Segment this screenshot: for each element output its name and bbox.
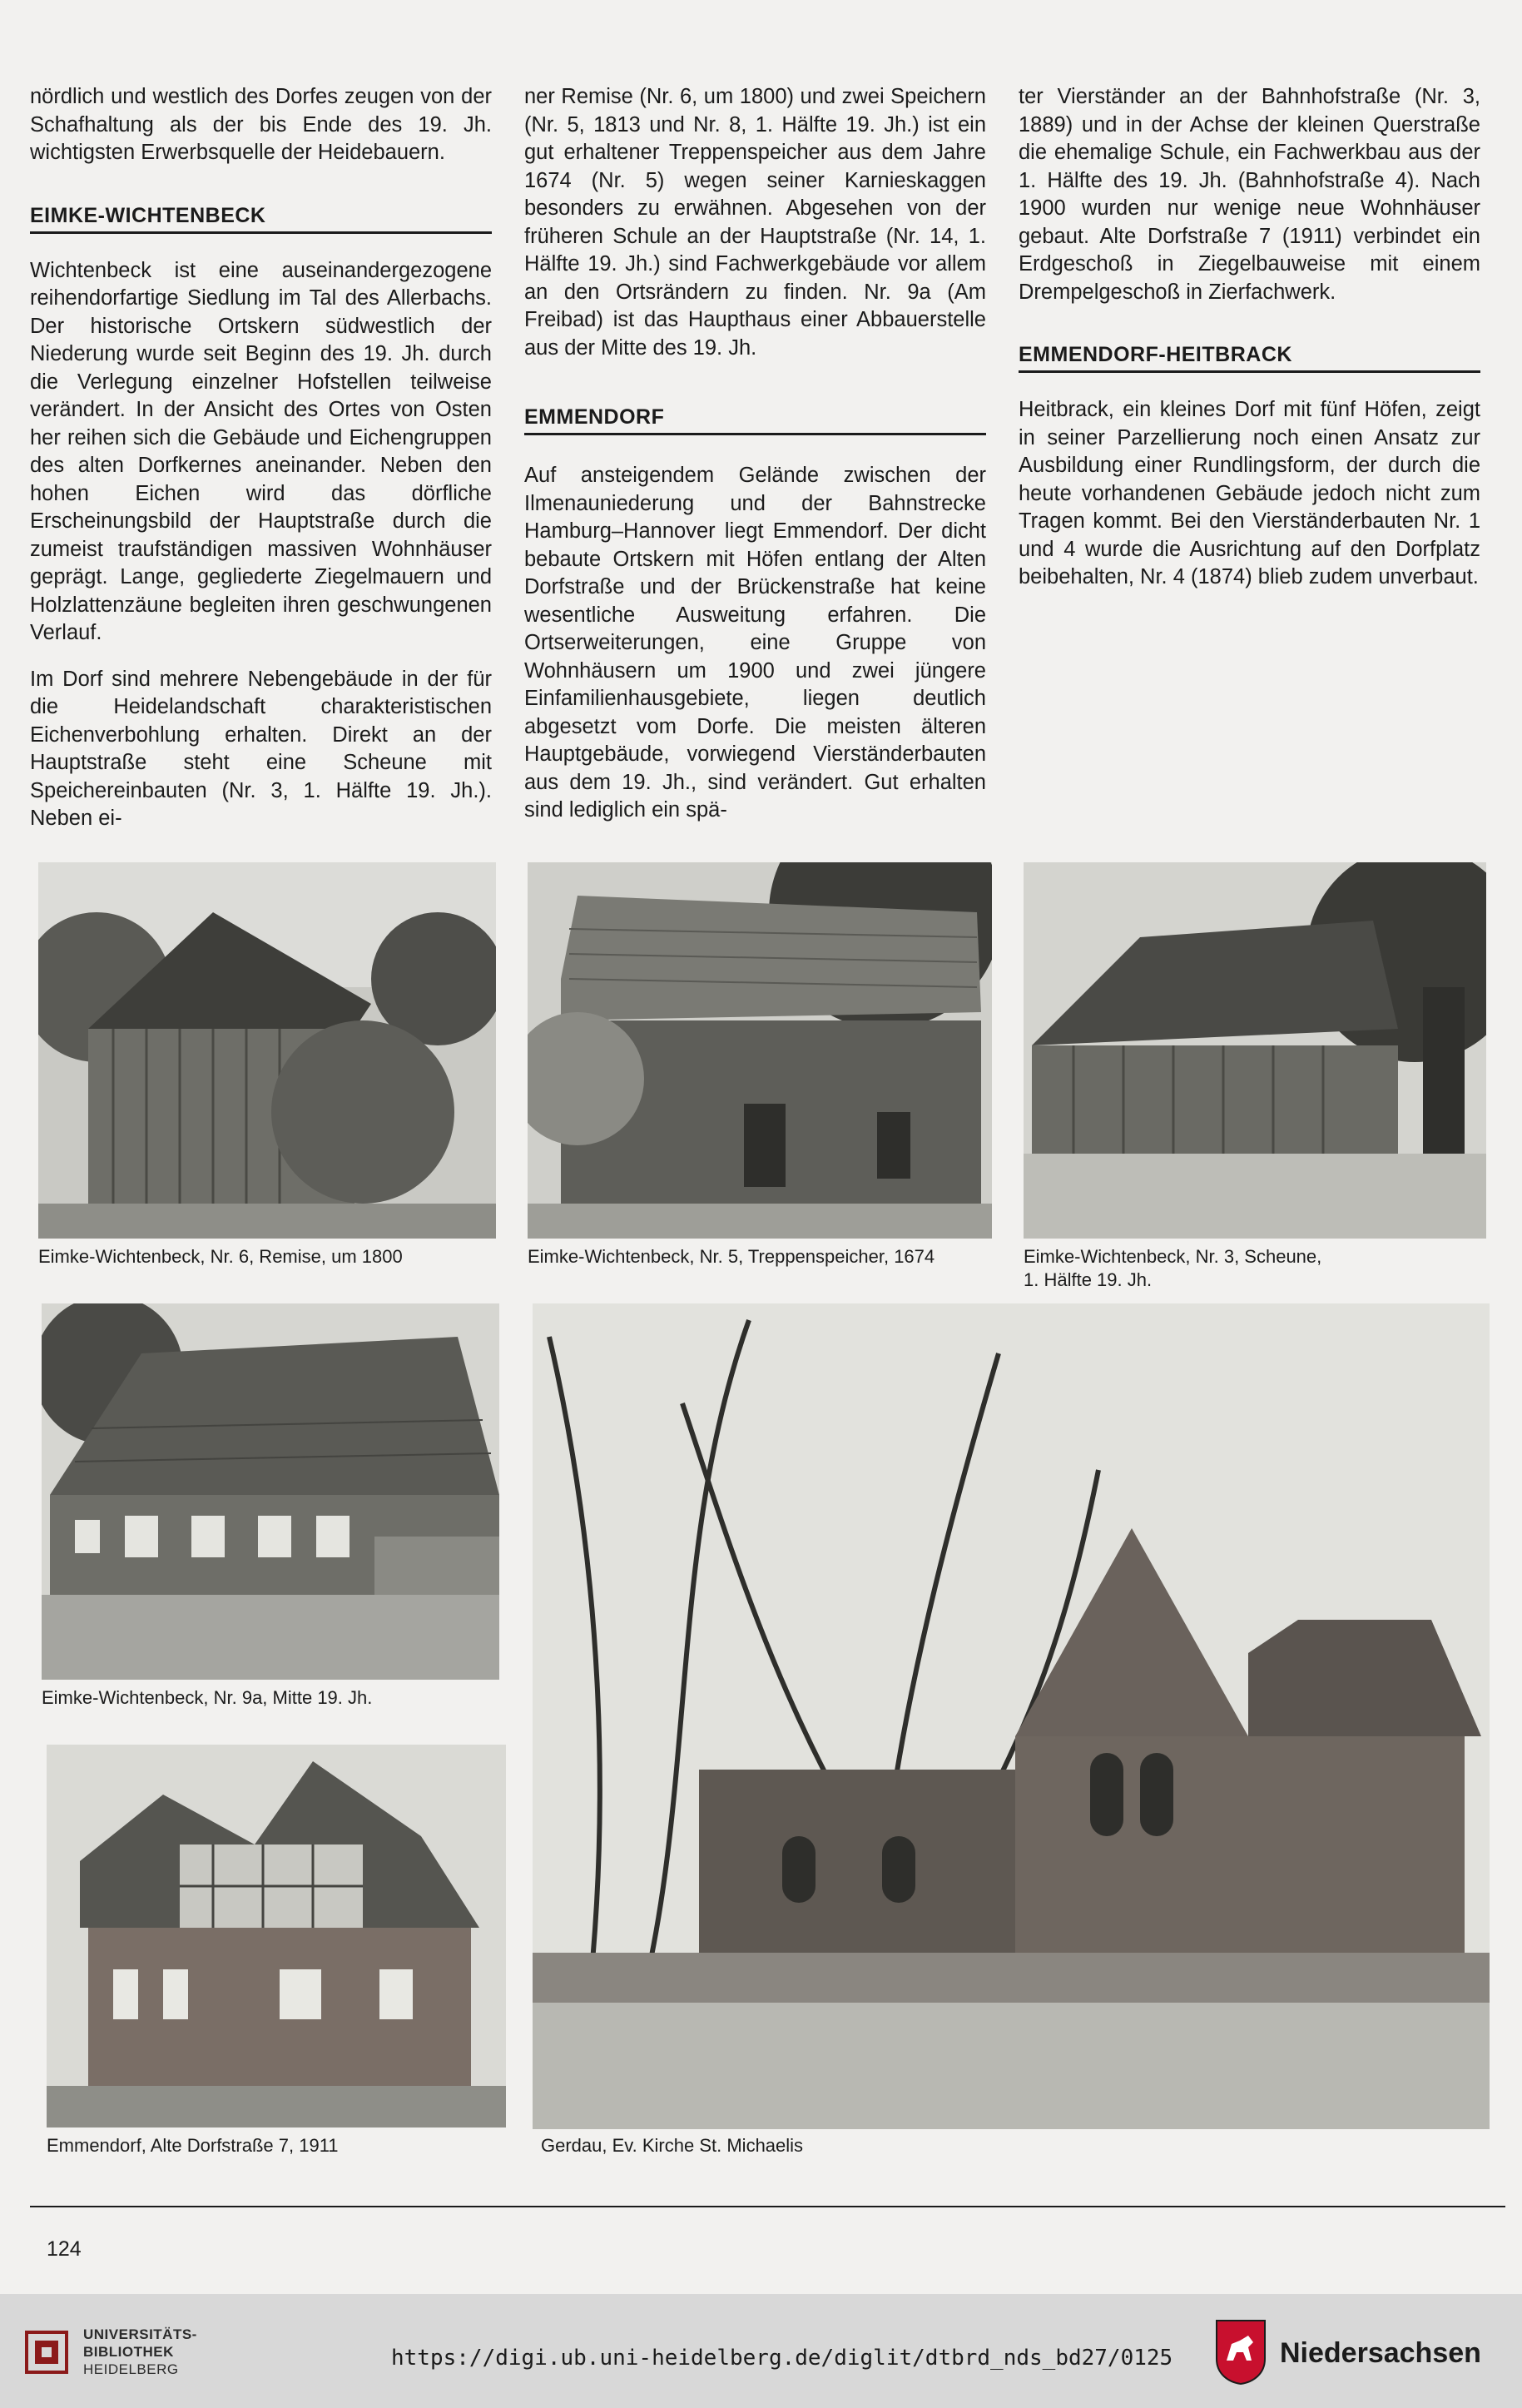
library-line: HEIDELBERG: [83, 2361, 179, 2377]
library-line: BIBLIOTHEK: [83, 2344, 174, 2360]
paragraph-intro: ter Vierständer an der Bahnhofstraße (Nr. 3, 1889) und in der Achse der kleinen Querstraße die ehemalige Schule, ein Fachwerkbau aus der 1. Hälfte des 19. Jh. (Bahnhofstraße 4). Nach 1900 wurden nur wenige neue Wohnhäuser gebaut. Alte Dorfstraße 7 (1911) verbindet ein Erdgeschoß in Ziegelbauweise mit einem Drempelgeschoß in Zierfachwerk.: [1019, 85, 1480, 304]
footer-bar: [0, 2294, 1522, 2408]
footer-rule: [30, 2206, 1505, 2207]
library-name: [83, 2326, 197, 2378]
caption-alte-dorfstrasse-7: Emmendorf, Alte Dorfstraße 7, 1911: [47, 2135, 339, 2156]
photo-kirche-st-michaelis: [533, 1303, 1490, 2129]
caption-scheune: [1024, 1245, 1321, 1292]
text-column-1: [30, 83, 492, 851]
photo-alte-dorfstrasse-7: [47, 1745, 506, 2127]
paragraph: Wichtenbeck ist eine auseinandergezogene reihendorfartige Siedlung im Tal des Allerbachs. Der historische Ortskern südwestlich der Niederung wurde seit Beginn des 19. Jh. durch die Verlegung einzelner Hofstellen teilweise verändert. In der Ansicht des Ortes von Osten her reihen sich die Gebäude und Eichengruppen des alten Dorfkernes aneinander. Neben den hohen Eichen wird das dörfliche Erscheinungsbild der Hauptstraße durch die zumeist traufständigen massiven Wohnhäuser geprägt. Lange, gegliederte Ziegelmauern und Holzlattenzäune begleiten ihren geschwungenen Verlauf.: [30, 258, 492, 644]
caption-house-9a: Eimke-Wichtenbeck, Nr. 9a, Mitte 19. Jh.: [42, 1687, 373, 1708]
photo-treppenspeicher: [528, 862, 992, 1239]
text-column-2: [524, 83, 986, 843]
state-name: Niedersachsen: [1280, 2337, 1481, 2369]
library-line: UNIVERSITÄTS-: [83, 2326, 197, 2342]
page-number: 124: [47, 2237, 82, 2261]
caption-treppenspeicher: Eimke-Wichtenbeck, Nr. 5, Treppenspeicher, 1674: [528, 1246, 935, 1267]
photo-scheune: [1024, 862, 1486, 1239]
paragraph: Heitbrack, ein kleines Dorf mit fünf Höfen, zeigt in seiner Parzellierung noch einen Ansatz zur Ausbildung einer Rundlingsform, der durch die heute vorhandenen Gebäude jedoch nicht zum Tragen kommt. Bei den Vierständerbauten Nr. 1 und 4 wurde die Ausrichtung auf den Dorfplatz beibehalten, Nr. 4 (1874) blieb zudem unverbaut.: [1019, 398, 1480, 588]
paragraph-intro: nördlich und westlich des Dorfes zeugen von der Schafhaltung als der bis Ende des 19. Jh. wichtigsten Erwerbsquelle der Heidebauern.: [30, 85, 492, 164]
text-column-3: [1019, 83, 1480, 610]
caption-line: 1. Hälfte 19. Jh.: [1024, 1269, 1153, 1290]
section-heading-eimke-wichtenbeck: EIMKE-WICHTENBECK: [30, 204, 492, 234]
photo-remise: [38, 862, 496, 1239]
paragraph: Auf ansteigendem Gelände zwischen der Ilmenauniederung und der Bahnstrecke Hamburg–Hannover liegt Emmendorf. Der dicht bebaute Ortskern mit Höfen entlang der Alten Dorfstraße und der Brückenstraße hat keine wesentliche Ausweitung erfahren. Die Ortserweiterungen, eine Gruppe von Wohnhäusern um 1900 und zwei jüngere Einfamilienhausgebiete, liegen deutlich abgesetzt vom Dorfe. Die meisten älteren Hauptgebäude, vorwiegend Vierständerbauten aus dem 19. Jh., sind verändert. Gut erhalten sind lediglich ein spä-: [524, 464, 986, 822]
caption-remise: Eimke-Wichtenbeck, Nr. 6, Remise, um 1800: [38, 1246, 403, 1267]
section-heading-emmendorf-heitbrack: EMMENDORF-HEITBRACK: [1019, 343, 1480, 373]
paragraph-intro: ner Remise (Nr. 6, um 1800) und zwei Speichern (Nr. 5, 1813 und Nr. 8, 1. Hälfte 19. Jh.) ist ein gut erhaltener Treppenspeicher aus dem Jahre 1674 (Nr. 5) wegen seiner Karnieskaggen besonders zu erwähnen. Abgesehen von der früheren Schule an der Hauptstraße (Nr. 14, 1. Hälfte 19. Jh.) sind Fachwerkgebäude vor allem an den Ortsrändern zu finden. Nr. 9a (Am Freibad) ist das Haupthaus einer Abbauerstelle aus der Mitte des 19. Jh.: [524, 85, 986, 360]
library-logo-icon: [23, 2329, 70, 2376]
paragraph: Im Dorf sind mehrere Nebengebäude in der für die Heidelandschaft charakteristischen Eichenverbohlung erhalten. Direkt an der Hauptstraße steht eine Scheune mit Speichereinbauten (Nr. 3, 1. Hälfte 19. Jh.). Neben ei-: [30, 667, 492, 830]
niedersachsen-seal-icon: [1215, 2319, 1267, 2386]
caption-kirche: Gerdau, Ev. Kirche St. Michaelis: [541, 2135, 804, 2156]
photo-house-9a: [42, 1303, 499, 1680]
caption-line: Eimke-Wichtenbeck, Nr. 3, Scheune,: [1024, 1246, 1322, 1267]
section-heading-emmendorf: EMMENDORF: [524, 405, 986, 435]
permalink-url[interactable]: https://digi.ub.uni-heidelberg.de/diglit/dtbrd_nds_bd27/0125: [391, 2346, 1173, 2371]
